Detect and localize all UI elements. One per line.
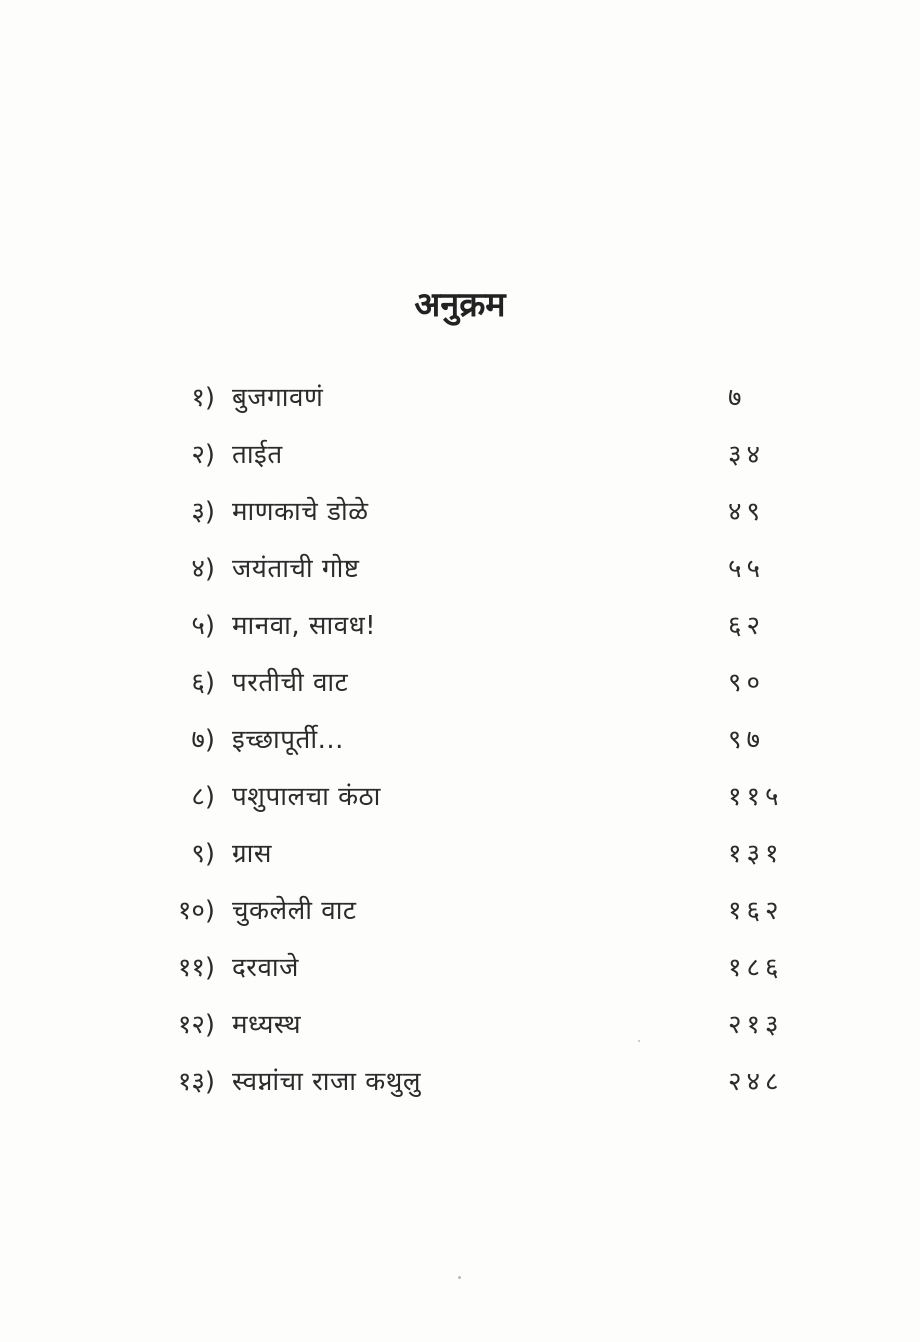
entry-title: बुजगावणं — [232, 383, 324, 413]
entry-title: परतीची वाट — [232, 668, 349, 698]
entry-page: १८६ — [728, 953, 784, 983]
entry-page: ११५ — [728, 782, 784, 812]
toc-entry — [0, 1005, 920, 1062]
entry-number: ५) — [191, 611, 215, 641]
entry-title: माणकाचे डोळे — [232, 497, 369, 527]
entry-title: मध्यस्थ — [232, 1010, 302, 1040]
entry-number: ७) — [191, 725, 215, 755]
entry-title: मानवा, सावध! — [232, 611, 377, 641]
entry-page: ५५ — [728, 554, 766, 584]
entry-number: १०) — [177, 896, 215, 926]
entry-page: १३१ — [728, 839, 784, 869]
entry-page: ७ — [728, 383, 747, 413]
paper-speck — [638, 1040, 640, 1042]
toc-entry — [0, 948, 920, 1005]
entry-title: स्वप्नांचा राजा कथुलु — [232, 1067, 421, 1097]
page-title: अनुक्रम — [414, 285, 506, 325]
toc-entry — [0, 663, 920, 720]
entry-title: जयंताची गोष्ट — [232, 554, 360, 584]
table-of-contents — [0, 378, 920, 1119]
entry-title: इच्छापूर्ती... — [232, 725, 344, 755]
paper-speck — [458, 1276, 461, 1279]
toc-entry — [0, 1062, 920, 1119]
entry-page: ९७ — [728, 725, 766, 755]
entry-number: ६) — [191, 668, 215, 698]
entry-title: पशुपालचा कंठा — [232, 782, 381, 812]
entry-title: ताईत — [232, 440, 283, 470]
entry-title: दरवाजे — [232, 953, 299, 983]
entry-number: २) — [191, 440, 215, 470]
entry-page: ४९ — [728, 497, 766, 527]
entry-number: १३) — [177, 1067, 215, 1097]
entry-title: चुकलेली वाट — [232, 896, 357, 926]
toc-entry — [0, 720, 920, 777]
toc-entry — [0, 435, 920, 492]
entry-number: ८) — [191, 782, 215, 812]
toc-entry — [0, 492, 920, 549]
entry-number: १२) — [177, 1010, 215, 1040]
entry-number: १) — [191, 383, 215, 413]
entry-number: ३) — [191, 497, 215, 527]
toc-entry — [0, 378, 920, 435]
entry-page: ३४ — [728, 440, 766, 470]
toc-entry — [0, 777, 920, 834]
entry-page: १६२ — [728, 896, 784, 926]
toc-entry — [0, 891, 920, 948]
entry-page: २१३ — [728, 1010, 784, 1040]
entry-number: ४) — [191, 554, 215, 584]
entry-page: ६२ — [728, 611, 766, 641]
toc-entry — [0, 834, 920, 891]
entry-page: ९० — [728, 668, 766, 698]
entry-number: ११) — [177, 953, 215, 983]
entry-number: ९) — [191, 839, 215, 869]
entry-title: ग्रास — [232, 839, 272, 869]
toc-entry — [0, 606, 920, 663]
entry-page: २४८ — [728, 1067, 784, 1097]
toc-entry — [0, 549, 920, 606]
